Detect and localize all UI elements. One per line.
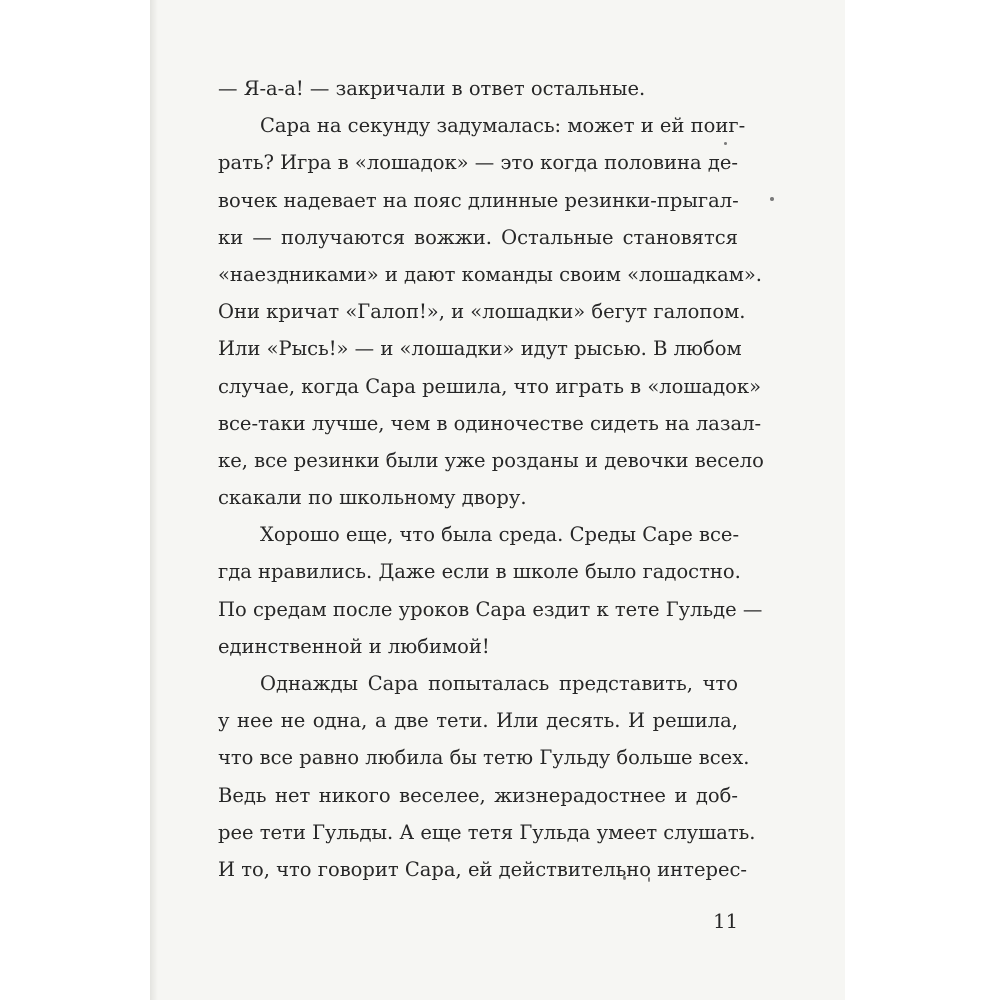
text-line: Они кричат «Галоп!», и «лошадки» бегут галопом. (218, 300, 746, 324)
text-line: «наездниками» и дают команды своим «лошадкам». (218, 262, 763, 286)
text-line: По средам после уроков Сара ездит к тете Гульде — (218, 597, 763, 621)
text-line: случае, когда Сара решила, что играть в «лошадок» (218, 374, 762, 398)
text-line: Однажды Сара попыталась представить, что (260, 672, 738, 695)
text-line: Сара на секунду задумалась: может и ей поиг- (260, 114, 746, 138)
page-spine-shadow (150, 0, 158, 1000)
text-line: рать? Игра в «лошадок» — это когда половина де- (218, 151, 738, 175)
text-line: рее тети Гульды. А еще тетя Гульда умеет слушать. (218, 820, 756, 844)
text-line: ки — получаются вожжи. Остальные становятся (218, 225, 738, 249)
page-number: 11 (713, 910, 738, 933)
text-line: у нее не одна, а две тети. Или десять. И решила, (218, 709, 738, 733)
text-line: что все равно любила бы тетю Гульду больше всех. (218, 746, 750, 770)
text-line: единственной и любимой! (218, 634, 490, 658)
text-line: все-таки лучше, чем в одиночестве сидеть на лазал- (218, 411, 762, 435)
text-line: И то, что говорит Сара, ей действительно интерес- (218, 857, 748, 881)
body-text (218, 70, 764, 888)
text-line: Ведь нет никого веселее, жизнерадостнее и доб- (218, 783, 738, 807)
text-line: вочек надевает на пояс длинные резинки-прыгал- (218, 188, 739, 212)
text-line: ке, все резинки были уже розданы и девочки весело (218, 448, 764, 472)
text-line: Или «Рысь!» — и «лошадки» идут рысью. В любом (218, 337, 742, 361)
text-line: — Я-а-а! — закричали в ответ остальные. (218, 77, 646, 100)
scan-speck (770, 197, 774, 201)
text-line: Хорошо еще, что была среда. Среды Саре все- (260, 523, 740, 547)
text-line: скакали по школьному двору. (218, 486, 527, 510)
text-line: гда нравились. Даже если в школе было гадостно. (218, 560, 741, 584)
